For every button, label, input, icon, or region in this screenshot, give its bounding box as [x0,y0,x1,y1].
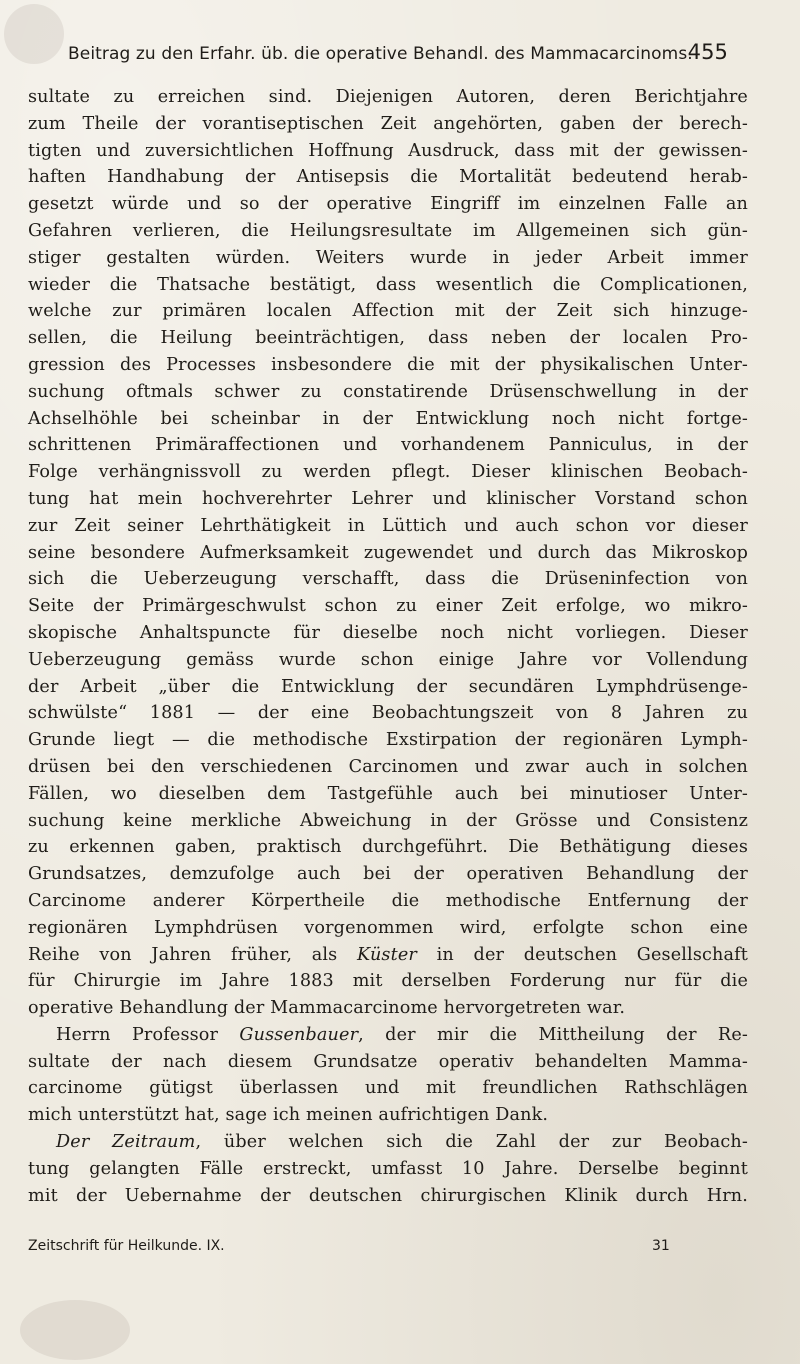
text-line: Achselhöhle bei scheinbar in der Entwicklung noch nicht fortge- [28,408,748,429]
author-name-gussenbauer: Gussenbauer [239,1024,359,1045]
text-line: tung hat mein hochverehrter Lehrer und klinischer Vorstand schon [28,488,748,509]
text-line: Grunde liegt — die methodische Exstirpation der regionären Lymph- [28,730,748,751]
text-line: suchung oftmals schwer zu constatirende Drüsenschwellung in der [28,381,748,402]
text-line: regionären Lymphdrüsen vorgenommen wird, erfolgte schon eine [28,917,748,938]
page-number: 455 [687,40,728,64]
text-span: , der mir die Mittheilung der Re- [358,1024,748,1045]
text-line: sellen, die Heilung beeinträchtigen, dass neben der localen Pro- [28,328,748,349]
text-line: tung gelangten Fälle erstreckt, umfasst 10 Jahre. Derselbe beginnt [28,1158,748,1179]
text-line-paragraph-end: mich unterstützt hat, sage ich meinen aufrichtigen Dank. [28,1105,549,1126]
term-zeitraum: Der Zeitraum [56,1132,196,1153]
text-line: drüsen bei den verschiedenen Carcinomen und zwar auch in solchen [28,756,748,777]
text-line-with-term-zeitraum [28,1129,748,1156]
text-line: Fällen, wo dieselben dem Tastgefühle auch bei minutioser Unter- [28,783,748,804]
page-footer [28,1238,748,1262]
text-line: für Chirurgie im Jahre 1883 mit derselben Forderung nur für die [28,971,748,992]
text-line: gression des Processes insbesondere die mit der physikalischen Unter- [28,354,748,375]
text-span: in der deutschen Gesellschaft [416,944,749,965]
text-line: zu erkennen gaben, praktisch durchgeführt. Die Bethätigung dieses [28,837,748,858]
text-line: gesetzt würde und so der operative Eingriff im einzelnen Falle an [28,194,748,215]
body-text [28,84,748,1209]
text-line: Seite der Primärgeschwulst schon zu einer Zeit erfolge, wo mikro- [28,596,748,617]
journal-footnote: Zeitschrift für Heilkunde. IX. [28,1238,225,1254]
text-span: Reihe von Jahren früher, als [28,944,358,965]
text-line: Carcinome anderer Körpertheile die methodische Entfernung der [28,890,748,911]
text-line: sultate zu erreichen sind. Diejenigen Autoren, deren Berichtjahre [28,87,748,107]
text-line: haften Handhabung der Antisepsis die Mortalität bedeutend herab- [28,167,748,188]
text-line: Folge verhängnissvoll zu werden pflegt. Dieser klinischen Beobach- [28,462,748,483]
text-line-with-author-kuester [28,942,748,969]
text-line: zur Zeit seiner Lehrthätigkeit in Lüttich und auch schon vor dieser [28,515,748,536]
paper-stain [4,4,64,64]
text-line: schrittenen Primäraffectionen und vorhandenem Panniculus, in der [28,435,748,456]
text-line: Gefahren verlieren, die Heilungsresultate im Allgemeinen sich gün- [28,220,748,241]
text-line-with-author-gussenbauer [28,1022,748,1049]
text-span: , über welchen sich die Zahl der zur Beobach- [195,1132,748,1153]
text-line: suchung keine merkliche Abweichung in der Grösse und Consistenz [28,810,748,831]
text-line: carcinome gütigst überlassen und mit freundlichen Rathschlägen [28,1078,748,1099]
text-line: seine besondere Aufmerksamkeit zugewendet und durch das Mikroskop [28,542,748,563]
text-line: stiger gestalten würden. Weiters wurde in jeder Arbeit immer [28,247,748,268]
text-line: wieder die Thatsache bestätigt, dass wesentlich die Complicationen, [28,274,748,295]
text-line: sultate der nach diesem Grundsatze operativ behandelten Mamma- [28,1051,748,1072]
text-line: sich die Ueberzeugung verschafft, dass die Drüseninfection von [28,569,748,590]
text-span: Herrn Professor [56,1024,240,1045]
running-head [68,42,728,72]
author-name-kuester: Küster [357,944,417,965]
sheet-signature: 31 [652,1238,670,1254]
text-line: mit der Uebernahme der deutschen chirurgischen Klinik durch Hrn. [28,1185,748,1206]
text-line: zum Theile der vorantiseptischen Zeit angehörten, gaben der berech- [28,113,748,134]
text-line: tigten und zuversichtlichen Hoffnung Ausdruck, dass mit der gewissen- [28,140,748,161]
paper-stain [20,1300,130,1360]
running-title: Beitrag zu den Erfahr. üb. die operative Behandl. des Mammacarcinoms. [68,44,693,64]
text-line: der Arbeit „über die Entwicklung der secundären Lymphdrüsenge- [28,676,748,697]
text-line-paragraph-end: operative Behandlung der Mammacarcinome hervorgetreten war. [28,998,626,1019]
text-line: Ueberzeugung gemäss wurde schon einige Jahre vor Vollendung [28,649,748,670]
text-line: Grundsatzes, demzufolge auch bei der operativen Behandlung der [28,864,748,885]
text-line: schwülste“ 1881 — der eine Beobachtungszeit von 8 Jahren zu [28,703,748,724]
text-line: skopische Anhaltspuncte für dieselbe noch nicht vorliegen. Dieser [28,622,748,643]
text-line: welche zur primären localen Affection mit der Zeit sich hinzuge- [28,301,748,322]
